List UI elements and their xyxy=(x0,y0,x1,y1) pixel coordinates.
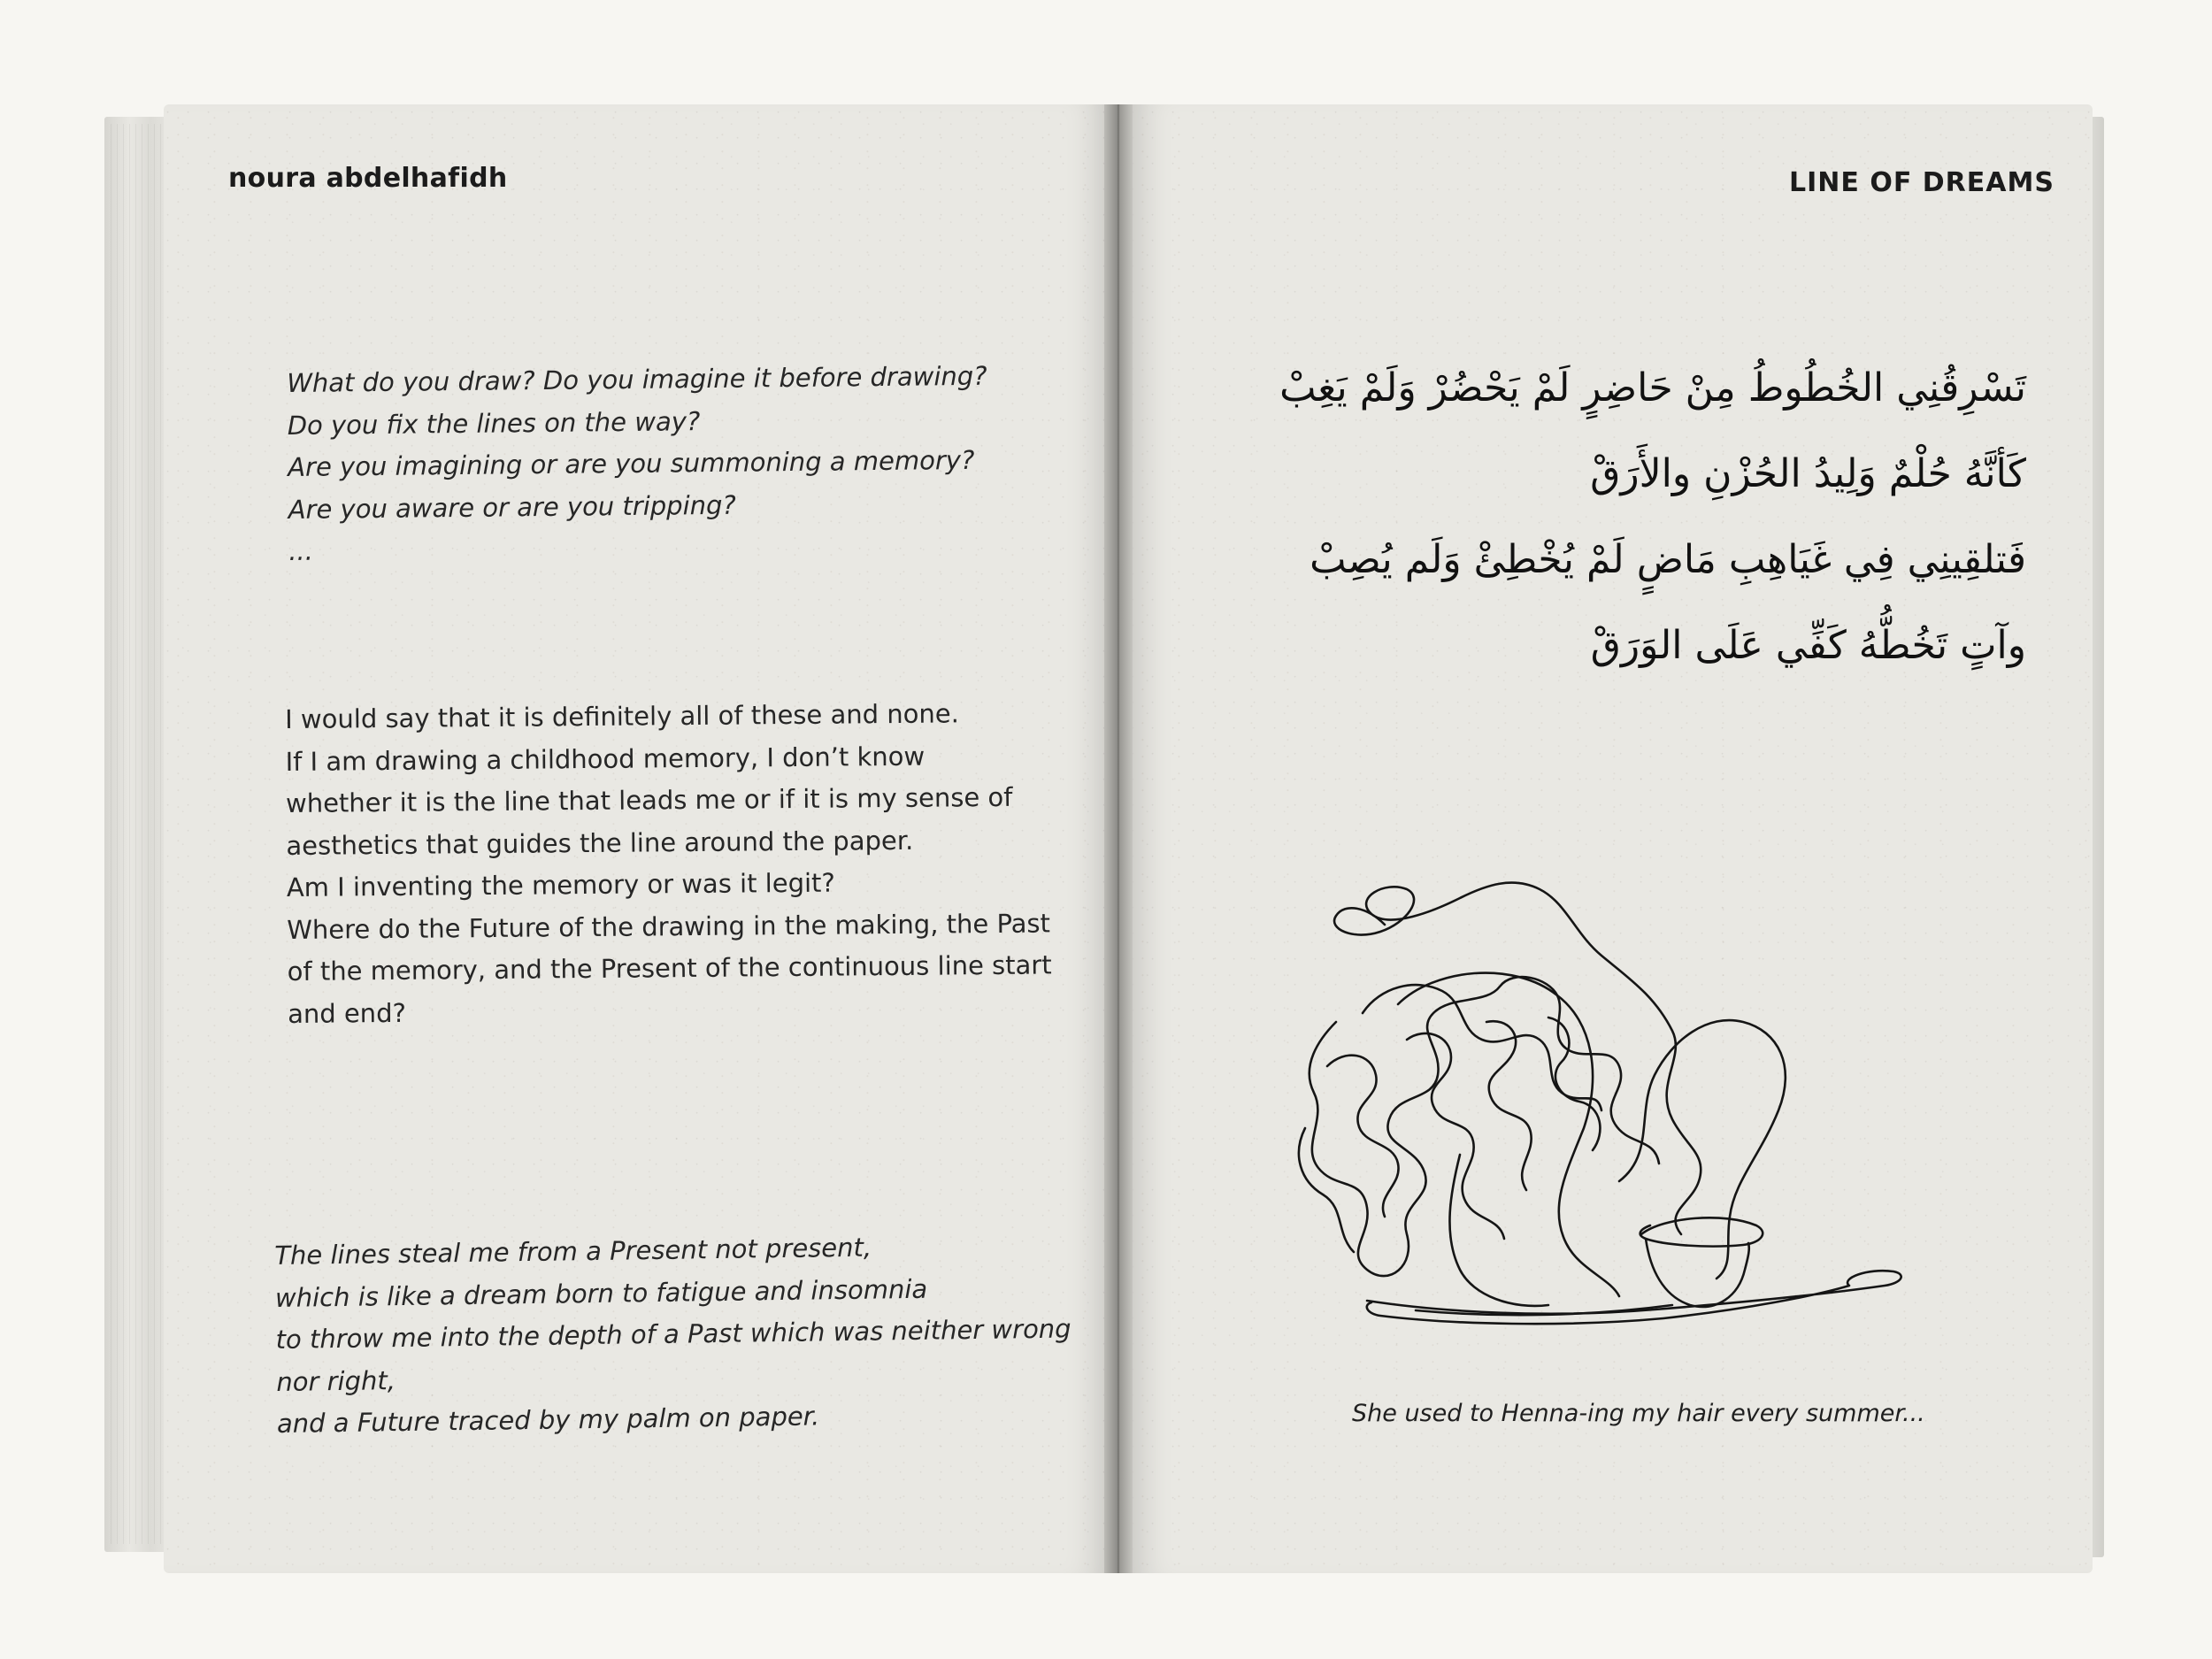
author-header: noura abdelhafidh xyxy=(228,163,508,194)
poem-line: The lines steal me from a Present not present, xyxy=(274,1232,872,1271)
question-line: Are you aware or are you tripping? xyxy=(288,489,737,525)
answer-line: of the memory, and the Present of the continuous line start xyxy=(287,949,1052,987)
book-gutter xyxy=(1104,104,1133,1573)
arabic-poem-line: وآتٍ تَخُطُّهُ كَفِّي عَلَى الوَرَقْ xyxy=(1590,623,2026,668)
answer-line: Where do the Future of the drawing in the making, the Past xyxy=(287,907,1051,945)
arabic-poem-line: فَتلقِينِي فِي غَيَاهِبِ مَاضٍ لَمْ يُخْطِئْ وَلَم يُصِبْ xyxy=(1310,537,2026,582)
answer-line: Am I inventing the memory or was it legit? xyxy=(286,867,835,902)
arabic-poem-line: كَأنَّهُ حُلْمٌ وَلِيدُ الحُزْنِ والأَرَقْ xyxy=(1590,451,2026,496)
book-title-header: LINE OF DREAMS xyxy=(1789,167,2055,198)
question-line: Are you imagining or are you summoning a memory? xyxy=(288,444,975,482)
answer-paragraph xyxy=(285,692,1052,1035)
henna-line-drawing xyxy=(1283,863,1964,1358)
poem-line: to throw me into the depth of a Past which was neither wrong xyxy=(275,1313,1071,1355)
answer-line: I would say that it is definitely all of these and none. xyxy=(285,698,960,734)
question-block xyxy=(287,356,989,573)
answer-line: aesthetics that guides the line around the paper. xyxy=(286,825,914,861)
poem-line: which is like a dream born to fatigue and insomnia xyxy=(274,1273,928,1313)
question-line: Do you fix the lines on the way? xyxy=(287,405,701,441)
drawing-caption: She used to Henna-ing my hair every summer... xyxy=(1352,1400,1925,1427)
arabic-poem xyxy=(1141,345,2026,688)
english-poem xyxy=(274,1224,1072,1445)
poem-line: nor right, xyxy=(276,1364,396,1397)
question-line: What do you draw? Do you imagine it before drawing? xyxy=(287,360,987,398)
ellipsis: ... xyxy=(288,535,314,566)
poem-line: and a Future traced by my palm on paper. xyxy=(276,1401,820,1439)
answer-line: and end? xyxy=(287,997,407,1029)
answer-line: If I am drawing a childhood memory, I don’t know xyxy=(285,741,926,777)
answer-line: whether it is the line that leads me or if it is my sense of xyxy=(285,781,1013,818)
arabic-poem-line: تَسْرِقُنِي الخُطُوطُ مِنْ حَاضِرٍ لَمْ يَحْضُرْ وَلَمْ يَغِبْ xyxy=(1279,365,2026,411)
